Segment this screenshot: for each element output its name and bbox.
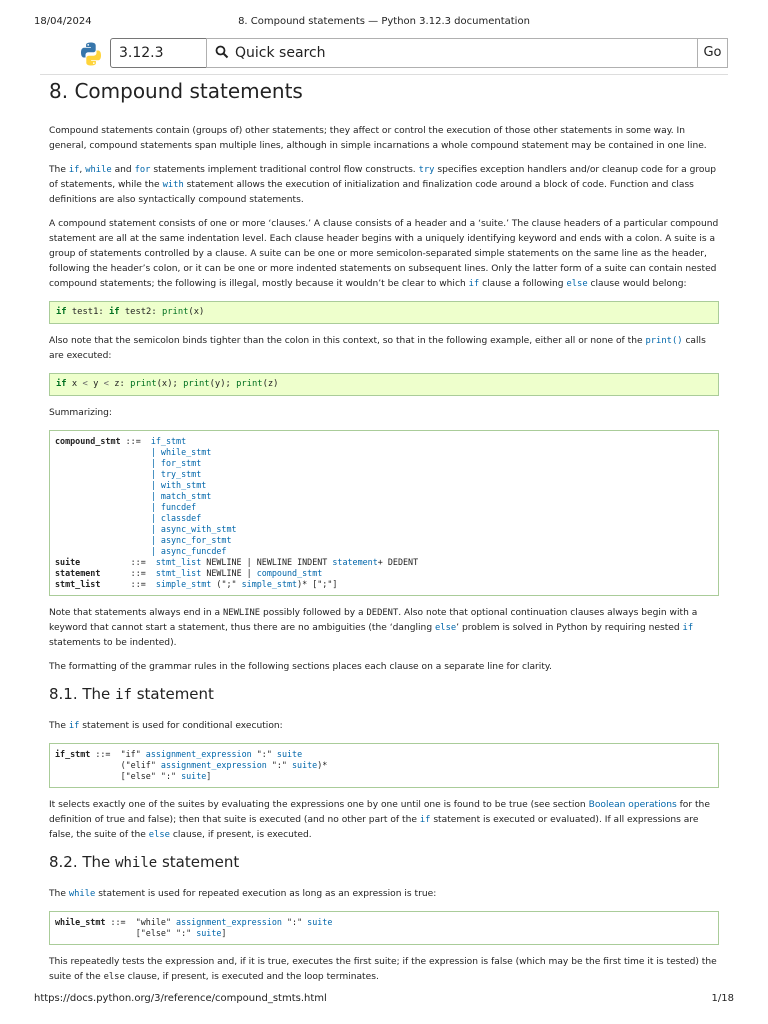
grammar-link[interactable]: stmt_list (155, 557, 202, 567)
boolean-operations-link[interactable]: Boolean operations (588, 800, 677, 810)
grammar-link[interactable]: statement (332, 557, 378, 567)
page-title: 8. Compound statements (49, 79, 303, 103)
paragraph-intro: Compound statements contain (groups of) other statements; they affect or control the execution of those other statements in some way. In general, compound statements span multiple lines, although in simple incarnations a whole compound statement may be contained in one line. (49, 126, 707, 151)
paragraph-newline-note: Note that statements always end in a NEWLINE possibly followed by a DEDENT. Also note that optional continuation clauses always begin with a keyword that cannot start a statement, thus there are no ambiguities (the ‘dangling else’ problem is solved in Python by requiring nested if statements to be indented). (49, 608, 698, 648)
keyword-link-for[interactable]: for (134, 165, 151, 175)
grammar-link[interactable]: compound_stmt (256, 568, 323, 578)
top-bar (70, 38, 728, 70)
keyword-link-while[interactable]: while (68, 889, 96, 899)
grammar-link[interactable]: assignment_expression (145, 749, 252, 759)
search-input[interactable]: Quick search (235, 45, 326, 61)
keyword-link-if[interactable]: if (68, 721, 80, 731)
grammar-link[interactable]: match_stmt (160, 491, 212, 501)
grammar-if-stmt: if_stmt ::= "if" assignment_expression ":" suite ("elif" assignment_expression ":" suite)* ["else" ":" suite] (49, 743, 719, 788)
grammar-link[interactable]: simple_stmt (241, 579, 298, 589)
keyword-link-with[interactable]: with (162, 180, 184, 190)
print-page-number: 1/18 (711, 993, 734, 1004)
paragraph-if-intro: The if statement is used for conditional execution: (49, 721, 283, 731)
grammar-link[interactable]: with_stmt (160, 480, 207, 490)
grammar-link[interactable]: while_stmt (160, 447, 212, 457)
paragraph-semicolon: Also note that the semicolon binds tighter than the colon in this context, so that in the following example, either all or none of the print() calls are executed: (49, 336, 706, 361)
grammar-link[interactable]: stmt_list (155, 568, 202, 578)
keyword-link-if[interactable]: if (468, 279, 480, 289)
grammar-link[interactable]: suite (196, 928, 222, 938)
keyword-link-else[interactable]: else (148, 830, 170, 840)
keyword-link-else[interactable]: else (434, 623, 457, 633)
paragraph-while-intro: The while statement is used for repeated execution as long as an expression is true: (49, 889, 437, 899)
paragraph-if-semantics: It selects exactly one of the suites by evaluating the expressions one by one until one is found to be true (see section Boolean operations for the definition of true and false); then that suite is executed (and no other part of the if statement is executed or evaluated). If all expressions are false, the suite of the else clause, if present, is executed. (49, 800, 710, 840)
section-heading-if: 8.1. The if statement (49, 685, 214, 703)
grammar-link[interactable]: classdef (160, 513, 202, 523)
grammar-compound-stmt: compound_stmt ::= if_stmt | while_stmt | for_stmt | try_stmt | with_stmt | match_stmt | funcdef | classdef | async_with_stmt | async_for_stmt | async_funcdef suite ::= stmt_list NEWLINE | NEWLINE INDENT statement+ DEDENT statement ::= stmt_list NEWLINE | compound_stmt stmt_list ::= simple_stmt (";" simple_stmt)* [";"] (49, 430, 719, 596)
grammar-link[interactable]: assignment_expression (160, 760, 267, 770)
grammar-link[interactable]: for_stmt (160, 458, 202, 468)
paragraph-formatting: The formatting of the grammar rules in the following sections places each clause on a separate line for clarity. (49, 662, 552, 672)
grammar-link[interactable]: async_for_stmt (160, 535, 232, 545)
print-title: 8. Compound statements — Python 3.12.3 documentation (238, 16, 530, 27)
paragraph-clauses: A compound statement consists of one or more ‘clauses.’ A clause consists of a header and a ‘suite.’ The clause headers of a particular compound statement are all at the same indentation level. Each clause header begins with a uniquely identifying keyword and ends with a colon. A suite is a group of statements controlled by a clause. A suite can be one or more semicolon-separated simple statements on the same line as the header, following the header’s colon, or it can be one or more indented statements on subsequent lines. Only the latter form of a suite can contain nested compound statements; the following is illegal, mostly because it wouldn’t be clear to which if clause a following else clause would belong: (49, 219, 719, 289)
code-example-illegal: if test1: if test2: print(x) (49, 301, 719, 324)
grammar-link[interactable]: funcdef (160, 502, 197, 512)
code-example-semicolon: if x < y < z: print(x); print(y); print(z) (49, 373, 719, 396)
search-icon (215, 45, 229, 59)
header-divider (40, 74, 728, 75)
main-content (49, 78, 719, 994)
grammar-link[interactable]: suite (181, 771, 207, 781)
keyword-link-if[interactable]: if (682, 623, 694, 633)
print-url: https://docs.python.org/3/reference/compound_stmts.html (34, 993, 327, 1004)
grammar-while-stmt: while_stmt ::= "while" assignment_expression ":" suite ["else" ":" suite] (49, 911, 719, 945)
print-footer (34, 993, 734, 1007)
version-value: 3.12.3 (119, 45, 164, 61)
search-box[interactable] (206, 38, 728, 68)
keyword-link-if[interactable]: if (419, 815, 431, 825)
grammar-link[interactable]: async_with_stmt (160, 524, 237, 534)
grammar-link[interactable]: assignment_expression (176, 917, 282, 927)
grammar-link[interactable]: if_stmt (150, 436, 187, 446)
keyword-link-while[interactable]: while (85, 165, 112, 175)
paragraph-control-flow: The if, while and for statements implement traditional control flow constructs. try specifies exception handlers and/or cleanup code for a group of statements, while the with statement allows the execution of initialization and finalization code around a block of code. Function and class definitions are also syntactically compound statements. (49, 165, 716, 205)
go-button[interactable]: Go (697, 38, 727, 68)
grammar-link[interactable]: suite (292, 760, 318, 770)
keyword-link-else[interactable]: else (566, 279, 588, 289)
grammar-link[interactable]: async_funcdef (160, 546, 227, 556)
python-logo-icon[interactable] (78, 41, 104, 67)
print-header (34, 16, 734, 30)
print-date: 18/04/2024 (34, 16, 92, 27)
paragraph-summarizing: Summarizing: (49, 408, 112, 418)
print-function-link[interactable]: print() (645, 336, 683, 346)
paragraph-while-semantics: This repeatedly tests the expression and, if it is true, executes the first suite; if the expression is false (which may be the first time it is tested) the suite of the else clause, if present, is executed and the loop terminates. (49, 957, 717, 982)
section-heading-while: 8.2. The while statement (49, 853, 240, 871)
grammar-link[interactable]: suite (276, 749, 303, 759)
grammar-link[interactable]: try_stmt (160, 469, 202, 479)
grammar-link[interactable]: suite (307, 917, 333, 927)
keyword-link-if[interactable]: if (68, 165, 80, 175)
keyword-link-try[interactable]: try (418, 165, 435, 175)
grammar-link[interactable]: simple_stmt (155, 579, 212, 589)
